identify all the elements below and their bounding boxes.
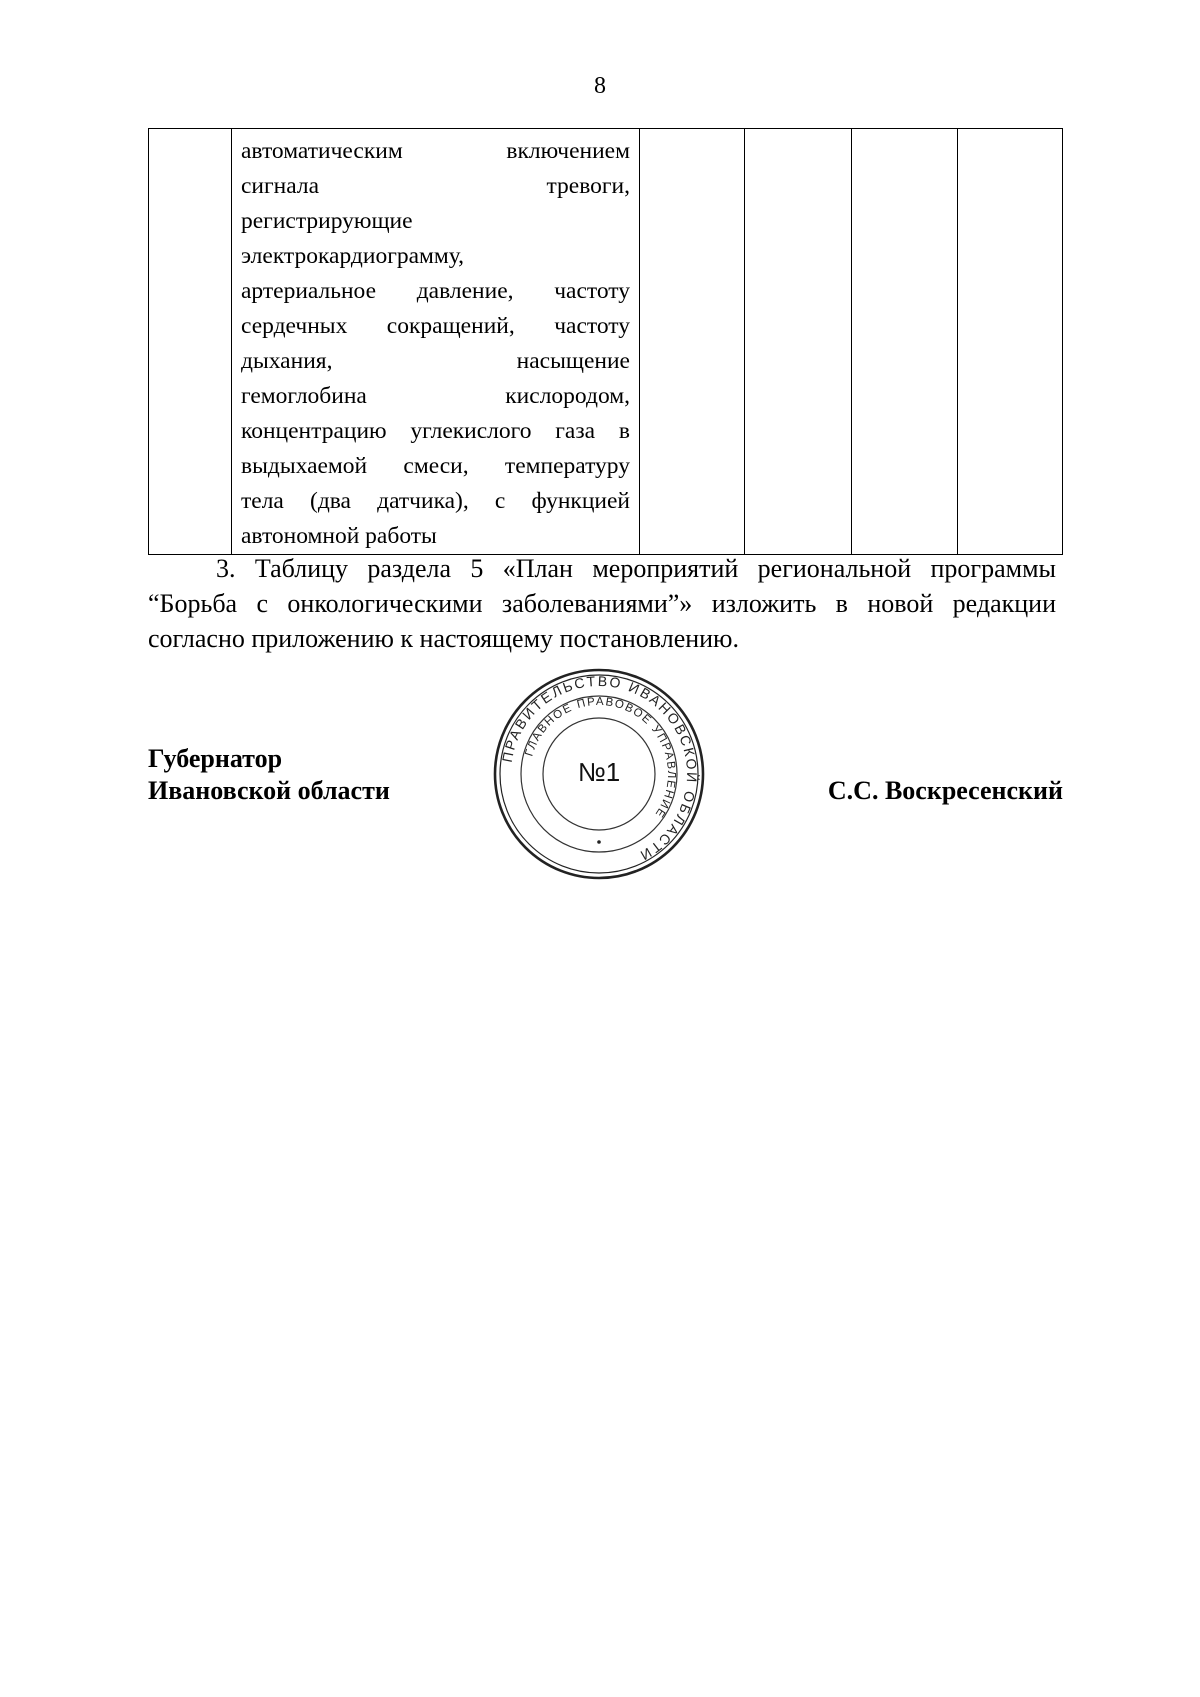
- seal-outer-text: ПРАВИТЕЛЬСТВО ИВАНОВСКОЙ ОБЛАСТИ: [498, 672, 701, 865]
- description-line: сердечных сокращений, частоту: [241, 313, 630, 339]
- table-cell-empty: [745, 129, 852, 555]
- signatory-title-line: Губернатор: [148, 744, 283, 773]
- table-cell-number: [149, 129, 232, 555]
- description-line: дыхания, насыщение: [241, 348, 630, 374]
- table-cell-description: [232, 129, 640, 555]
- table-row: [149, 129, 1063, 555]
- paragraph-line: “Борьба с онкологическими заболеваниями”» изложить в новой редакции: [148, 589, 1056, 618]
- description-line: сигнала тревоги,: [241, 173, 630, 199]
- description-line: автоматическим включением: [241, 138, 630, 164]
- equipment-table-fragment: [148, 128, 1063, 555]
- description-line: артериальное давление, частоту: [241, 278, 630, 304]
- signatory-title: [148, 743, 390, 807]
- table-cell-empty: [958, 129, 1063, 555]
- description-line: гемоглобина кислородом,: [241, 383, 630, 409]
- table-cell-empty: [852, 129, 958, 555]
- paragraph-line: согласно приложению к настоящему постановлению.: [148, 624, 739, 653]
- description-line: выдыхаемой смеси, температуру: [241, 453, 630, 479]
- signatory-name: С.С. Воскресенский: [827, 776, 1063, 805]
- description-line: регистрирующие: [241, 208, 413, 234]
- seal-inner-text: ГЛАВНОЕ ПРАВОВОЕ УПРАВЛЕНИЕ: [523, 695, 678, 821]
- paragraph-line: 3. Таблицу раздела 5 «План мероприятий региональной программы: [216, 554, 1056, 583]
- signatory-title-line: Ивановской области: [148, 776, 390, 805]
- official-seal: [492, 667, 706, 881]
- amendment-paragraph: [148, 551, 1056, 656]
- page-number: 8: [594, 73, 606, 99]
- seal-dot: [597, 840, 601, 844]
- description-line: концентрацию углекислого газа в: [241, 418, 630, 444]
- table-cell-empty: [640, 129, 745, 555]
- description-line: автономной работы: [241, 523, 437, 549]
- seal-number: №1: [577, 757, 621, 787]
- description-line: электрокардиограмму,: [241, 243, 465, 269]
- equipment-description: [232, 129, 639, 554]
- description-line: тела (два датчика), с функцией: [241, 488, 630, 514]
